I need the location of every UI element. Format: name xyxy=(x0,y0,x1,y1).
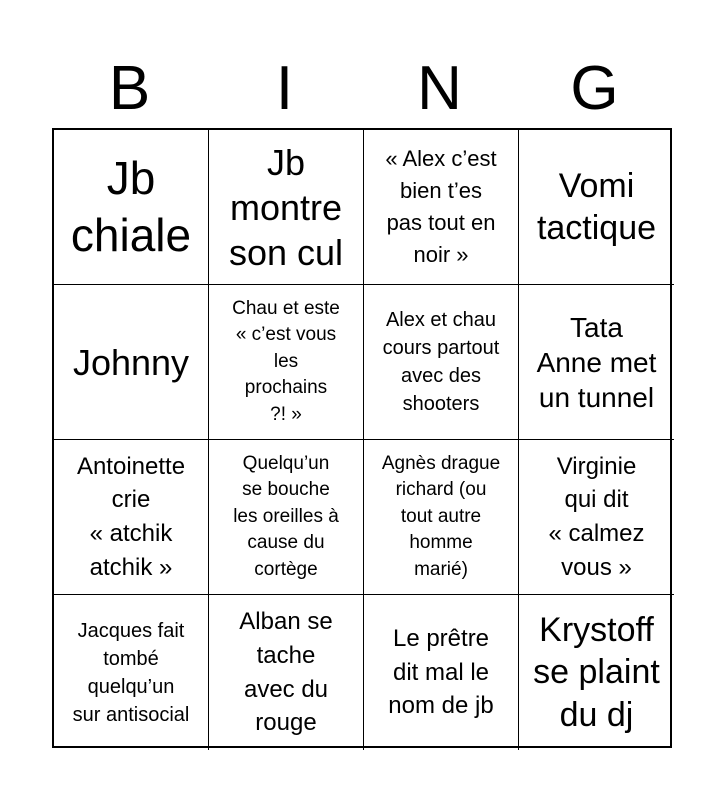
header-letter-b: B xyxy=(108,54,151,123)
bingo-card xyxy=(52,128,672,748)
bingo-cell-r2-c4[interactable]: Tata Anne met un tunnel xyxy=(519,285,674,440)
bingo-cell-r4-c4[interactable]: Krystoff se plaint du dj xyxy=(533,610,660,734)
bingo-cell-r2-c3[interactable]: Alex et chau cours partout avec des shooters xyxy=(364,285,519,440)
bingo-cell-r3-c3[interactable]: Agnès drague richard (ou tout autre homme marié) xyxy=(364,440,519,595)
bingo-cell-r2-c2[interactable]: Chau et este « c’est vous les prochains ?! » xyxy=(209,285,364,440)
bingo-cell-r2-c1[interactable]: Johnny xyxy=(54,285,209,440)
bingo-cell-r4-c2[interactable]: Alban se tache avec du rouge xyxy=(209,595,364,750)
bingo-cell-r1-c2[interactable]: Jb montre son cul xyxy=(209,130,364,285)
bingo-cell-r3-c4[interactable]: Virginie qui dit « calmez vous » xyxy=(519,440,674,595)
bingo-cell-r4-c1[interactable]: Jacques fait tombé quelqu’un sur antisocial xyxy=(54,595,209,750)
bingo-cell-r4-c3[interactable]: Le prêtre dit mal le nom de jb xyxy=(364,595,519,750)
bingo-cell-r1-c3[interactable]: « Alex c’est bien t’es pas tout en noir » xyxy=(364,130,519,285)
bingo-header xyxy=(52,50,672,128)
bingo-cell-r3-c1[interactable]: Antoinette crie « atchik atchik » xyxy=(54,440,209,595)
bingo-cell-r3-c2[interactable]: Quelqu’un se bouche les oreilles à cause du cortège xyxy=(209,440,364,595)
header-letter-n: N xyxy=(417,54,462,123)
bingo-cell-r1-c4[interactable]: Vomi tactique xyxy=(519,130,674,285)
bingo-cell-r1-c1[interactable]: Jb chiale xyxy=(54,130,209,285)
header-letter-g: G xyxy=(570,54,619,123)
header-letter-i: I xyxy=(275,54,294,123)
